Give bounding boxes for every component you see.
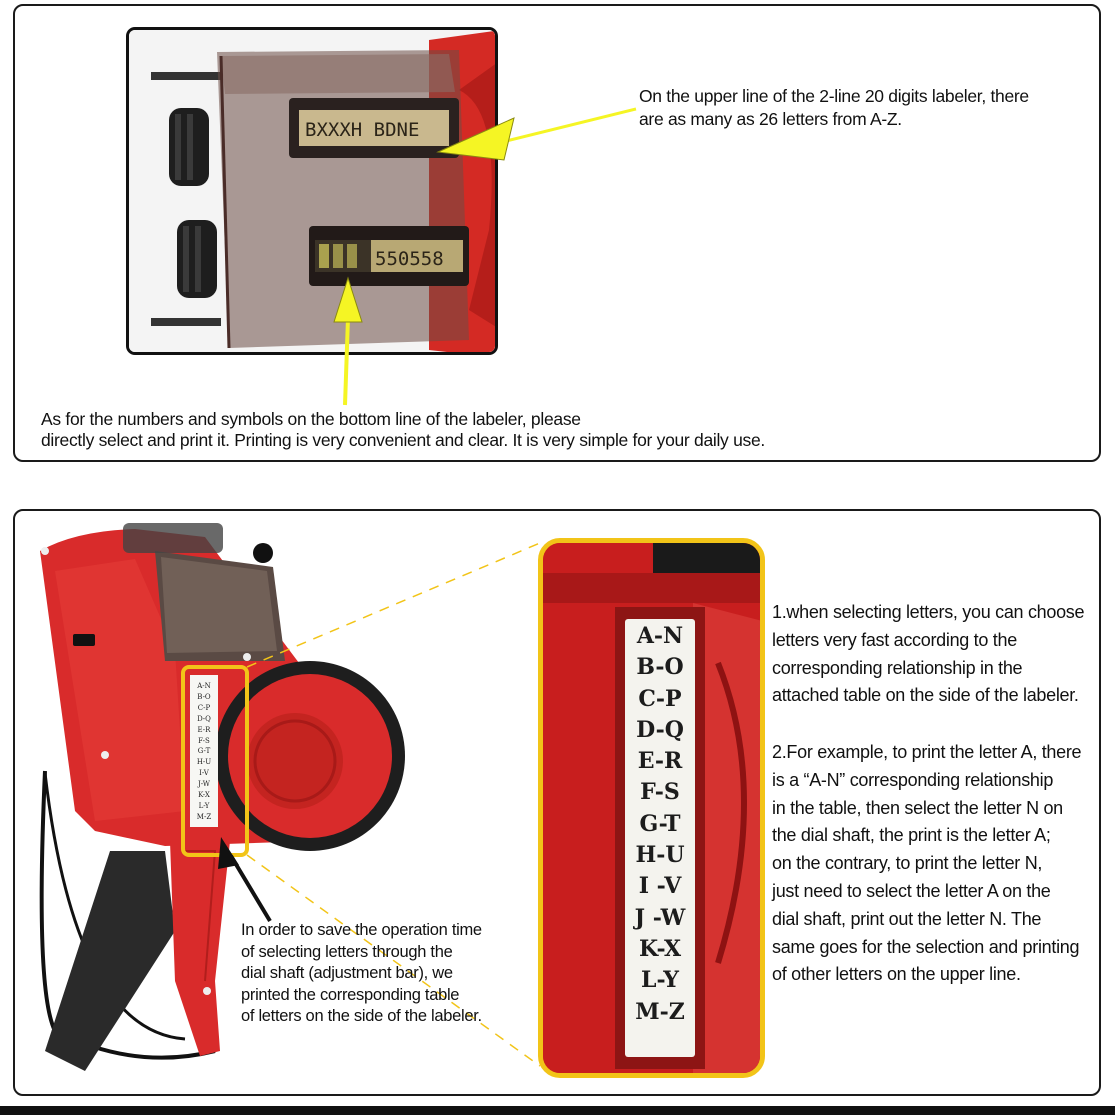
lower-line-digits: 550558	[375, 248, 444, 270]
instruction-line: of other letters on the upper line.	[772, 964, 1021, 984]
instruction-line: 1.when selecting letters, you can choose	[772, 602, 1085, 622]
zoom-table-row: C-P	[638, 685, 682, 712]
labeler-display-illustration	[129, 30, 498, 355]
instruction-line: on the contrary, to print the letter N,	[772, 853, 1043, 873]
side-table-row: M-Z	[196, 812, 212, 821]
zoomed-letter-table	[538, 538, 765, 1078]
zoom-table-row: J -W	[634, 904, 686, 931]
zoom-table-row: K-X	[638, 935, 682, 962]
zoom-table-row: L-Y	[641, 967, 679, 994]
bottom-border-bar	[0, 1106, 1115, 1115]
upper-line-callout-1: On the upper line of the 2-line 20 digits labeler, there	[639, 86, 1029, 106]
bottom-line-callout-2: directly select and print it. Printing is very convenient and clear. It is very simple for your daily use.	[41, 430, 765, 450]
instruction-line: 2.For example, to print the letter A, there	[772, 742, 1082, 762]
side-table-row: J-W	[198, 780, 210, 789]
zoom-table-row: D-Q	[636, 716, 684, 743]
side-table-note-line: In order to save the operation time	[241, 921, 482, 939]
zoom-table-row: I -V	[638, 873, 682, 900]
zoom-table-row: B-O	[636, 654, 684, 681]
side-table-row: G-T	[197, 747, 211, 756]
labeler-display-photo	[126, 27, 498, 355]
instruction-line: same goes for the selection and printing	[772, 937, 1080, 957]
instruction-line: attached table on the side of the labeler.	[772, 685, 1079, 705]
zoom-table-row: F-S	[640, 779, 680, 806]
side-table-row: H-U	[196, 758, 212, 767]
side-table-row: D-Q	[197, 714, 211, 723]
bottom-line-callout-1: As for the numbers and symbols on the bottom line of the labeler, please	[41, 409, 581, 429]
upper-line-callout-2: are as many as 26 letters from A-Z.	[639, 109, 902, 129]
side-table-row: A-N	[197, 682, 211, 690]
zoom-table-row: E-R	[637, 748, 683, 775]
instruction-line: letters very fast according to the	[772, 630, 1017, 650]
upper-line-characters: BXXXH BDNE	[305, 119, 420, 141]
side-table-row: E-R	[197, 725, 211, 734]
zoom-table-row: H-U	[635, 842, 685, 869]
side-table-note-line: dial shaft (adjustment bar), we	[241, 964, 453, 982]
side-table-note-line: printed the corresponding table	[241, 985, 460, 1004]
side-table-row: C-P	[197, 703, 211, 712]
side-table-row: L-Y	[198, 801, 210, 810]
side-table-note-line: of letters on the side of the labeler.	[241, 1007, 482, 1025]
instruction-line: dial shaft, print out the letter N. The	[772, 909, 1042, 929]
instruction-line: just need to select the letter A on the	[772, 881, 1051, 901]
zoomed-letter-list	[625, 619, 695, 1057]
instruction-line: in the table, then select the letter N on	[772, 798, 1063, 818]
side-table-row: I-V	[199, 769, 209, 778]
zoom-table-row: G-T	[639, 810, 681, 837]
side-table-row: B-O	[197, 692, 211, 701]
instruction-line: the dial shaft, the print is the letter A;	[772, 825, 1051, 845]
zoom-table-row: M-Z	[635, 998, 685, 1025]
side-table-row: K-X	[198, 791, 210, 800]
instruction-line: corresponding relationship in the	[772, 658, 1023, 678]
zoom-table-row: A-N	[636, 623, 684, 649]
side-table-note-line: of selecting letters through the	[241, 942, 453, 961]
side-letter-table	[190, 675, 218, 827]
instruction-line: is a “A-N” corresponding relationship	[772, 770, 1054, 790]
side-table-row: F-S	[198, 736, 210, 745]
